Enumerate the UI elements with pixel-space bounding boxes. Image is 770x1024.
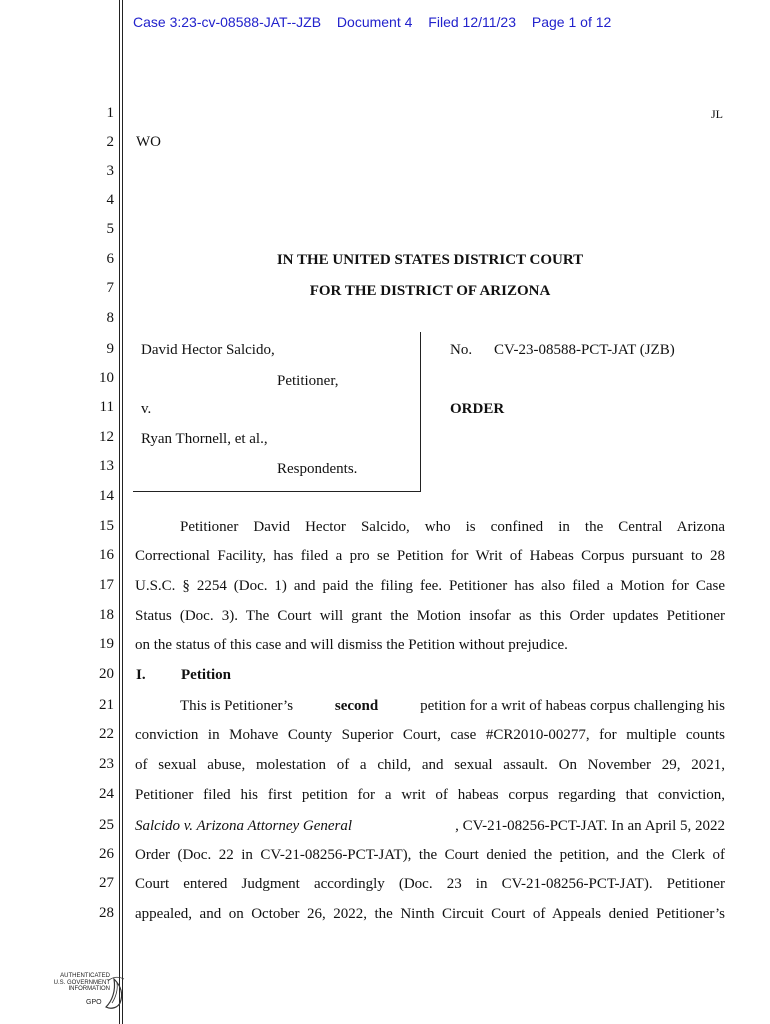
- line-number: 3: [106, 163, 114, 179]
- left-margin-rule: [119, 0, 120, 1024]
- line-number: 8: [106, 310, 114, 326]
- header-filed-date: Filed 12/11/23: [428, 14, 516, 30]
- header-document-number: Document 4: [336, 14, 413, 30]
- line-number: 1: [106, 105, 114, 121]
- line-number: 17: [99, 577, 114, 593]
- body-line: Petitioner filed his first petition for a writ of habeas corpus regarding that conviction,: [135, 787, 725, 803]
- line-number: 16: [99, 547, 114, 563]
- line-number: 10: [99, 370, 114, 386]
- line-number: 7: [106, 280, 114, 296]
- body-line-21: [180, 697, 725, 715]
- line-number: 2: [106, 134, 114, 150]
- intro-line: Petitioner David Hector Salcido, who is confined in the Central Arizona: [180, 519, 725, 535]
- header-case-number: Case 3:23-cv-08588-JAT--JZB: [133, 14, 322, 30]
- line-number: 28: [99, 905, 114, 921]
- line-number: 18: [99, 607, 114, 623]
- gpo-authentication-seal: [40, 973, 130, 1021]
- line-number: 24: [99, 786, 114, 802]
- line-number: 12: [99, 429, 114, 445]
- intro-line: U.S.C. § 2254 (Doc. 1) and paid the filing fee. Petitioner has also filed a Motion for Case: [135, 578, 725, 594]
- body-text: petition for a writ of habeas corpus challenging his: [420, 698, 725, 714]
- body-text: , CV-21-08256-PCT-JAT. In an April 5, 2022: [455, 818, 725, 834]
- section-title: Petition: [181, 667, 231, 683]
- gpo-seal-line: AUTHENTICATED: [60, 973, 110, 979]
- line-number: 26: [99, 846, 114, 862]
- line-number: 25: [99, 817, 114, 833]
- line-number: 9: [106, 341, 114, 357]
- intro-line: Correctional Facility, has filed a pro se Petition for Writ of Habeas Corpus pursuant to 28: [135, 548, 725, 564]
- case-number: CV-23-08588-PCT-JAT (JZB): [494, 342, 675, 358]
- left-margin-rule-inner: [122, 0, 123, 1024]
- document-title: ORDER: [450, 401, 505, 417]
- judge-initials: JL: [711, 107, 723, 121]
- line-number: 15: [99, 518, 114, 534]
- line-number: 11: [99, 399, 114, 415]
- case-citation: Salcido v. Arizona Attorney General: [135, 818, 353, 834]
- line-number: 19: [99, 636, 114, 652]
- body-line: of sexual abuse, molestation of a child, and sexual assault. On November 29, 2021,: [135, 757, 725, 773]
- intro-line: Status (Doc. 3). The Court will grant the Motion insofar as this Order updates Petitioner: [135, 608, 725, 624]
- body-line: Court entered Judgment accordingly (Doc. 23 in CV-21-08256-PCT-JAT). Petitioner: [135, 876, 725, 892]
- body-line-25: [135, 817, 725, 835]
- section-number: I.: [136, 667, 146, 683]
- body-line: conviction in Mohave County Superior Court, case #CR2010-00277, for multiple counts: [135, 727, 725, 743]
- respondent-name: Ryan Thornell, et al.,: [141, 431, 268, 447]
- caption-vertical-rule: [420, 332, 421, 492]
- intro-line: on the status of this case and will dismiss the Petition without prejudice.: [135, 637, 568, 653]
- line-number: 6: [106, 251, 114, 267]
- body-line: Order (Doc. 22 in CV-21-08256-PCT-JAT), the Court denied the petition, and the Clerk of: [135, 847, 725, 863]
- line-number: 4: [106, 192, 114, 208]
- line-number: 13: [99, 458, 114, 474]
- body-text: This is Petitioner’s: [180, 698, 294, 714]
- gpo-seal-line: INFORMATION: [68, 986, 110, 992]
- case-number-label: No.: [450, 342, 473, 358]
- header-page-count: Page 1 of 12: [531, 14, 612, 30]
- gpo-seal-text: [40, 973, 110, 993]
- petitioner-role: Petitioner,: [277, 373, 339, 389]
- line-number: 14: [99, 488, 114, 504]
- respondent-role: Respondents.: [277, 461, 358, 477]
- line-number: 20: [99, 666, 114, 682]
- emphasis-text: second: [334, 698, 379, 714]
- versus: v.: [141, 401, 152, 417]
- gpo-seal-line: U.S. GOVERNMENT: [53, 979, 110, 986]
- eagle-icon: [102, 973, 130, 1013]
- line-number: 22: [99, 726, 114, 742]
- court-title: IN THE UNITED STATES DISTRICT COURT: [276, 252, 584, 268]
- line-number: 23: [99, 756, 114, 772]
- body-line: appealed, and on October 26, 2022, the Ninth Circuit Court of Appeals denied Petitioner’s: [135, 906, 725, 922]
- court-district: FOR THE DISTRICT OF ARIZONA: [309, 283, 551, 299]
- gpo-label: GPO: [86, 999, 102, 1006]
- filing-header: [133, 14, 623, 30]
- wo-marker: WO: [136, 134, 161, 150]
- line-number: 21: [99, 697, 114, 713]
- line-number: 27: [99, 875, 114, 891]
- caption-horizontal-rule: [133, 491, 421, 492]
- line-number: 5: [106, 221, 114, 237]
- petitioner-name: David Hector Salcido,: [141, 342, 275, 358]
